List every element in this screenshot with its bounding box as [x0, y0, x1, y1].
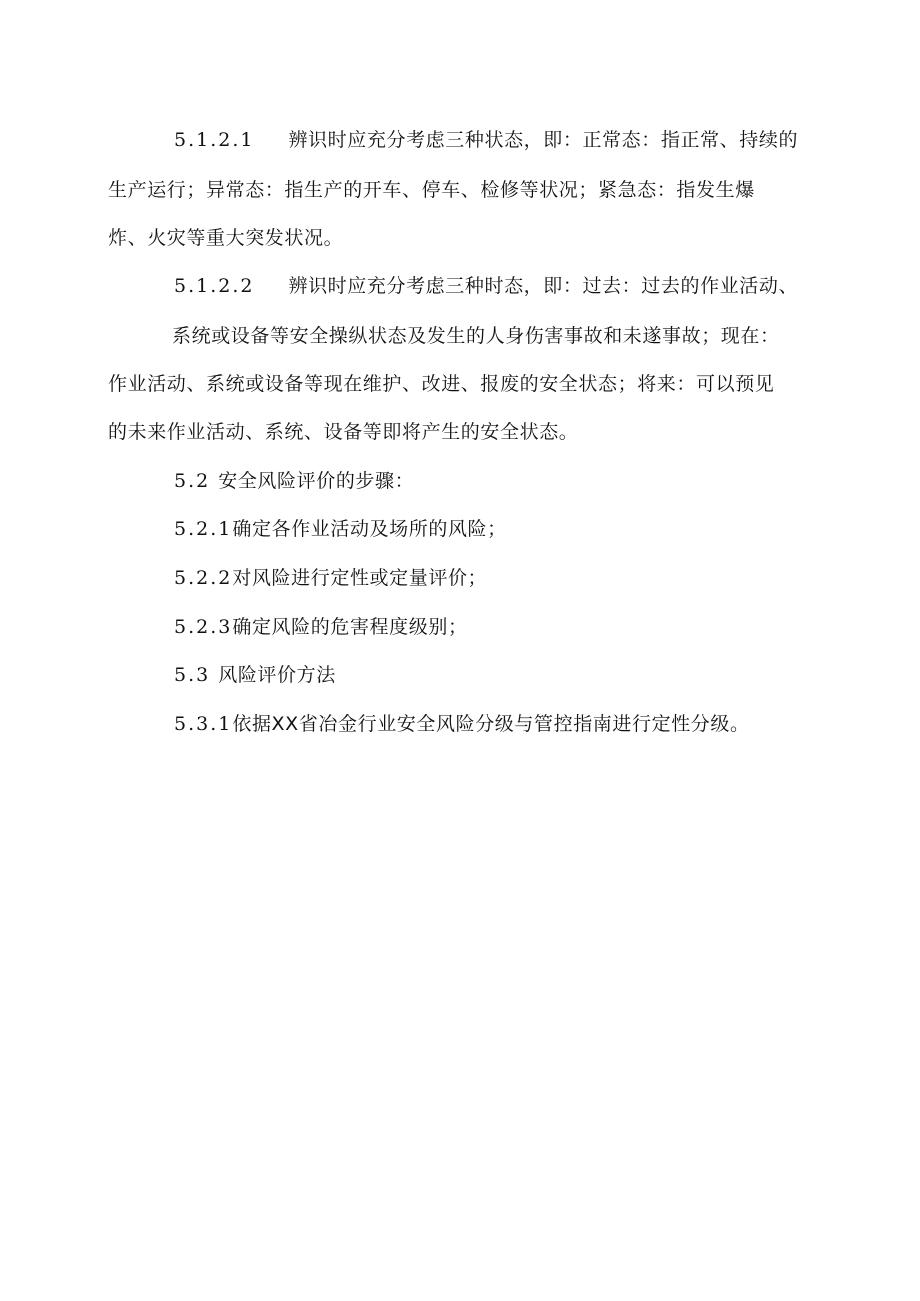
section-number: 5.1.2.2	[174, 275, 255, 297]
heading-5-3	[174, 663, 336, 687]
item-5-2-2	[174, 566, 487, 590]
heading-text: 风险评价方法	[218, 664, 336, 686]
para-5-1-2-1-line-1	[174, 128, 798, 152]
para-5-1-2-2-line-2: 系统或设备等安全操纵状态及发生的人身伤害事故和未遂事故；现在：	[172, 325, 780, 347]
heading-5-2	[174, 469, 414, 493]
section-number: 5.2	[174, 470, 211, 492]
item-text: 依据XX省冶金行业安全风险分级与管控指南进行定性分级。	[232, 713, 750, 735]
item-text: 确定风险的危害程度级别；	[232, 616, 468, 638]
section-number: 5.3	[174, 664, 211, 686]
item-5-2-1	[174, 517, 507, 541]
item-text: 对风险进行定性或定量评价；	[232, 567, 488, 589]
section-number: 5.3.1	[174, 713, 233, 735]
para-5-1-2-2-line-3: 作业活动、系统或设备等现在维护、改进、报废的安全状态；将来：可以预见	[108, 373, 775, 395]
para-5-1-2-1-line-2: 生产运行；异常态：指生产的开车、停车、检修等状况；紧急态：指发生爆	[108, 179, 755, 201]
para-text: 辨识时应充分考虑三种状态，即：正常态：指正常、持续的	[288, 129, 799, 151]
heading-text: 安全风险评价的步骤：	[218, 470, 415, 492]
item-text: 确定各作业活动及场所的风险；	[232, 518, 507, 540]
section-number: 5.2.3	[174, 616, 233, 638]
para-5-1-2-2-line-4: 的未来作业活动、系统、设备等即将产生的安全状态。	[108, 421, 579, 443]
para-text: 辨识时应充分考虑三种时态，即：过去：过去的作业活动、	[288, 275, 799, 297]
para-5-1-2-1-line-3: 炸、火灾等重大突发状况。	[108, 227, 344, 249]
section-number: 5.2.2	[174, 567, 233, 589]
section-number: 5.2.1	[174, 518, 233, 540]
section-number: 5.1.2.1	[174, 129, 255, 151]
item-5-2-3	[174, 615, 468, 639]
item-5-3-1	[174, 712, 750, 736]
para-5-1-2-2-line-1	[174, 274, 798, 298]
